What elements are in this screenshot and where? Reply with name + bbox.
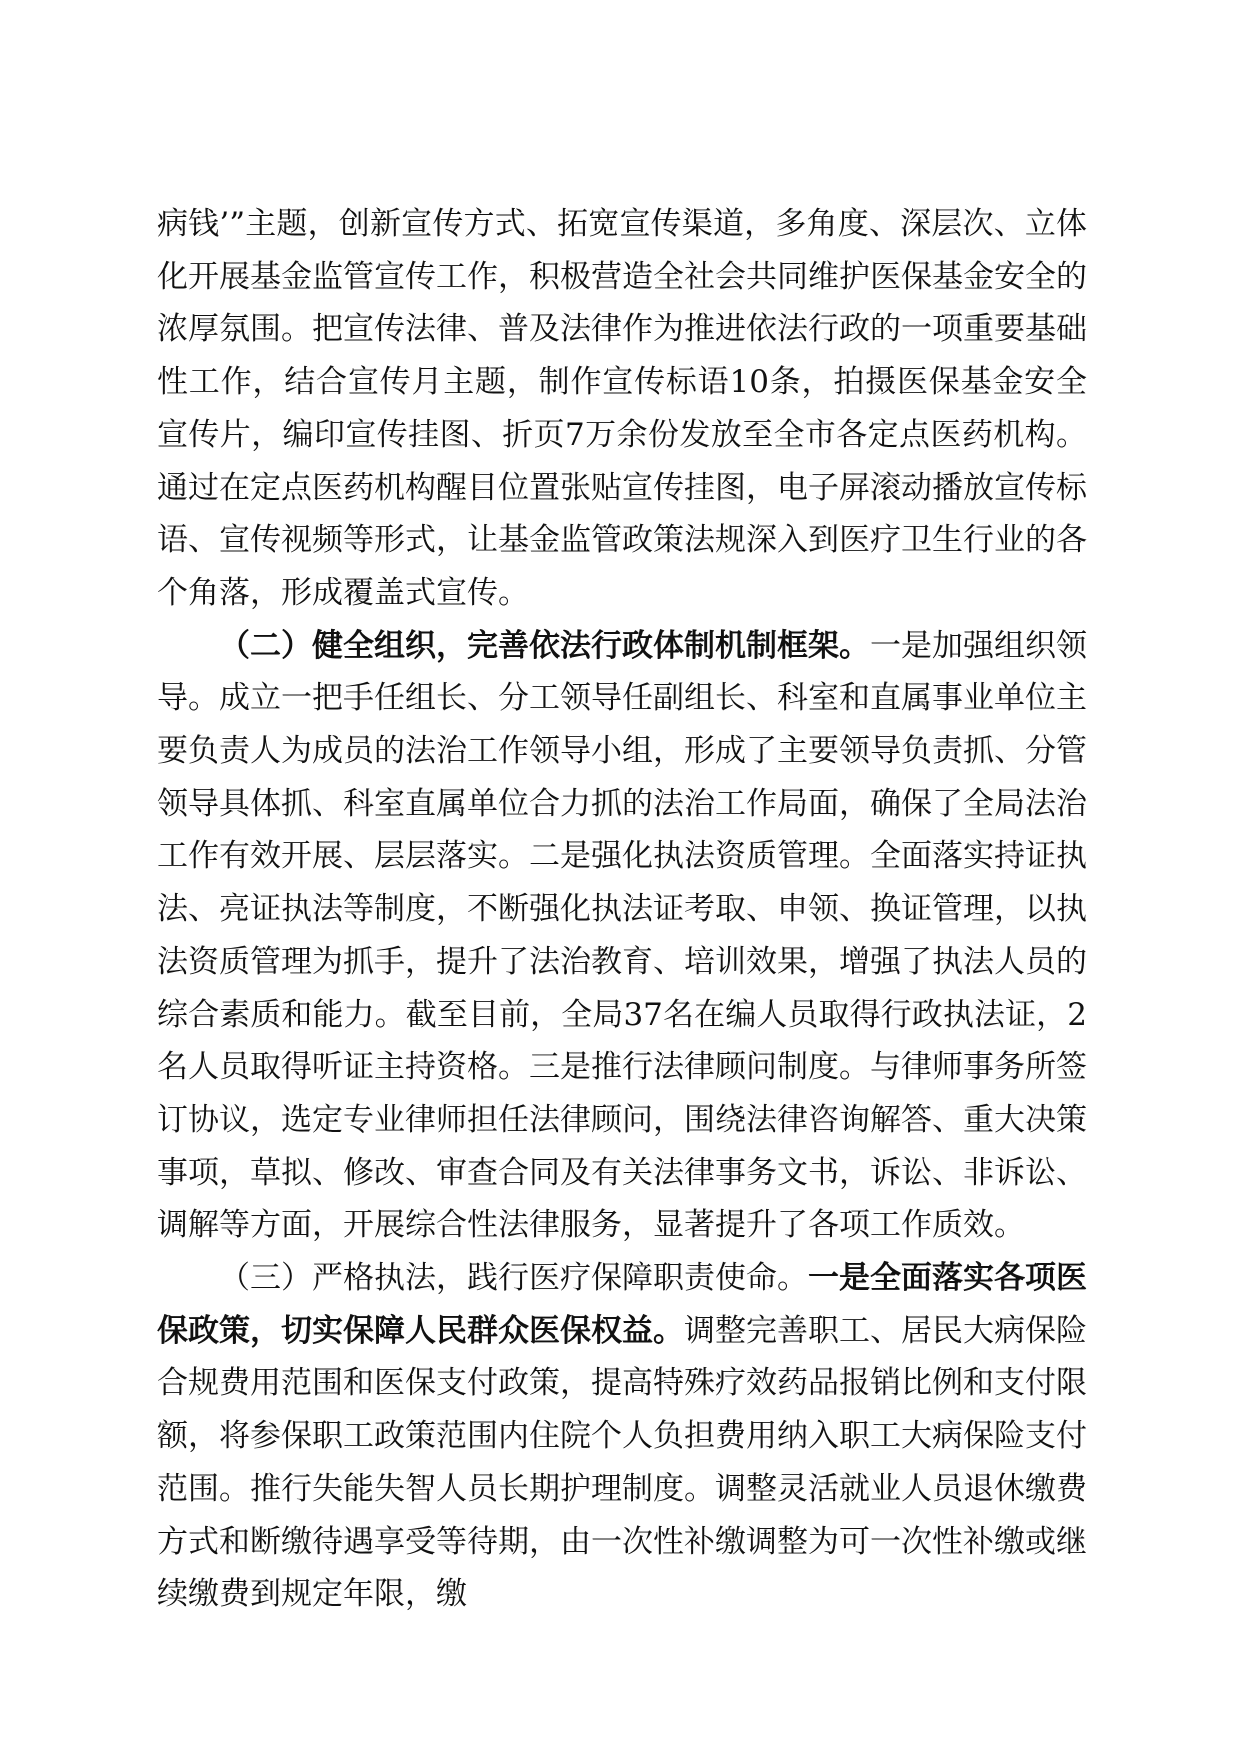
paragraph-publicity (157, 198, 1087, 620)
paragraph-enforcement-text: 调整完善职工、居民大病保险合规费用范围和医保支付政策，提高特殊疗效药品报销比例和支付限额，将参保职工政策范围内住院个人负担费用纳入职工大病保险支付范围。推行失能失智人员长期护理制度。调整灵活就业人员退休缴费方式和断缴待遇享受等待期，由一次性补缴调整为可一次性补缴或继续缴费到规定年限，缴 (157, 1312, 1087, 1613)
paragraph-publicity-text: 病钱’”主题，创新宣传方式、拓宽宣传渠道，多角度、深层次、立体化开展基金监管宣传工作，积极营造全社会共同维护医保基金安全的浓厚氛围。把宣传法律、普及法律作为推进依法行政的一项重要基础性工作，结合宣传月主题，制作宣传标语10条，拍摄医保基金安全宣传片，编印宣传挂图、折页7万余份发放至全市各定点医药机构。通过在定点医药机构醒目位置张贴宣传挂图，电子屏滚动播放宣传标语、宣传视频等形式，让基金监管政策法规深入到医疗卫生行业的各个角落，形成覆盖式宣传。 (157, 206, 1087, 611)
paragraph-enforcement-bold-text: 一是全面落实各项医保政策，切实保障人民群众医保权益。 (157, 1260, 1087, 1349)
paragraph-enforcement (157, 1252, 1087, 1621)
paragraph-organization (157, 620, 1087, 1252)
section-heading-2: （二）健全组织，完善依法行政体制机制框架。 (219, 627, 870, 664)
document-body (157, 198, 1087, 1621)
section-heading-3: （三）严格执法，践行医疗保障职责使命。 (219, 1260, 808, 1297)
paragraph-organization-text: 一是加强组织领导。成立一把手任组长、分工领导任副组长、科室和直属事业单位主要负责人为成员的法治工作领导小组，形成了主要领导负责抓、分管领导具体抓、科室直属单位合力抓的法治工作局面，确保了全局法治工作有效开展、层层落实。二是强化执法资质管理。全面落实持证执法、亮证执法等制度，不断强化执法证考取、申领、换证管理，以执法资质管理为抓手，提升了法治教育、培训效果，增强了执法人员的综合素质和能力。截至目前，全局37名在编人员取得行政执法证，2名人员取得听证主持资格。三是推行法律顾问制度。与律师事务所签订协议，选定专业律师担任法律顾问，围绕法律咨询解答、重大决策事项，草拟、修改、审查合同及有关法律事务文书，诉讼、非诉讼、调解等方面，开展综合性法律服务，显著提升了各项工作质效。 (157, 627, 1087, 1244)
